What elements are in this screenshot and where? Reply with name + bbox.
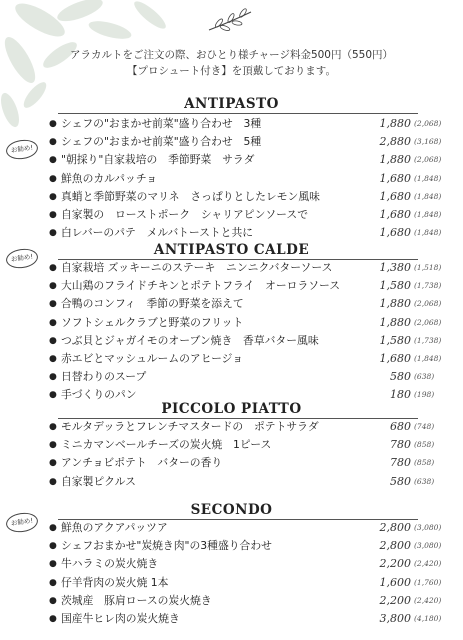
menu-list-antipasto [0, 115, 463, 242]
menu-item-price: 1,880 [379, 117, 411, 130]
menu-item-tax-included-price: (1,848) [414, 228, 442, 238]
menu-item [0, 332, 463, 350]
bullet-icon: ● [49, 209, 57, 220]
menu-item [0, 473, 463, 491]
menu-item-tax-included-price: (1,848) [414, 209, 442, 219]
bullet-icon: ● [49, 191, 57, 202]
bullet-icon: ● [49, 228, 57, 239]
menu-item-price: 2,200 [379, 593, 411, 607]
bullet-icon: ● [49, 440, 57, 451]
menu-item-name: ソフトシェルクラブと野菜のフリット [61, 315, 244, 329]
menu-item-tax-included-price: (1,760) [414, 577, 442, 587]
menu-item-name: 真蛸と季節野菜のマリネ さっぱりとしたレモン風味 [61, 189, 320, 203]
bullet-icon: ● [49, 541, 57, 552]
bullet-icon: ● [49, 559, 57, 570]
menu-item-name: ミニカマンベールチーズの炭火焼 1ピース [61, 438, 272, 452]
menu-item-price: 2,880 [379, 135, 411, 149]
menu-item-tax-included-price: (198) [414, 390, 435, 400]
bullet-icon: ● [49, 137, 57, 148]
menu-item-name: つぶ貝とジャガイモのオーブン焼き 香草バター風味 [61, 333, 319, 347]
bullet-icon: ● [49, 476, 57, 487]
menu-item-price: 3,800 [379, 611, 411, 625]
menu-item-tax-included-price: (1,518) [414, 263, 442, 272]
menu-item-tax-included-price: (2,068) [414, 155, 442, 165]
menu-item-name: 赤エビとマッシュルームのアヒージョ [61, 351, 244, 365]
menu-item [0, 259, 463, 277]
menu-item-price: 1,680 [379, 226, 411, 240]
menu-item-name: 自家製の ローストポーク シャリアピンソースで [61, 207, 309, 221]
bullet-icon: ● [49, 263, 57, 273]
menu-item-tax-included-price: (1,848) [414, 173, 442, 183]
menu-item-price: 1,880 [379, 315, 411, 329]
menu-item-price: 1,580 [379, 333, 411, 347]
menu-item-price: 1,680 [379, 171, 411, 185]
menu-item [0, 206, 463, 224]
menu-item-tax-included-price: (4,180) [414, 613, 442, 623]
section-title-antipasto-calde: ANTIPASTO CALDE [153, 242, 310, 258]
menu-item [0, 224, 463, 242]
menu-item [0, 314, 463, 332]
menu-item-price: 1,380 [379, 261, 411, 274]
charge-notice-line1: アラカルトをご注文の際、おひとり様チャージ料金500円（550円） [69, 49, 394, 61]
bullet-icon: ● [49, 299, 57, 310]
menu-list-secondo [0, 519, 463, 628]
menu-list-piccolo-piatto [0, 418, 463, 491]
olive-sprig-icon [205, 6, 255, 36]
menu-item-name: 鮮魚のカルパッチョ [61, 171, 158, 185]
menu-item-price: 780 [390, 456, 411, 470]
menu-item [0, 454, 463, 472]
menu-item [0, 368, 463, 386]
section-divider [58, 113, 418, 114]
menu-item-name: 手づくりのパン [61, 388, 137, 402]
menu-item-tax-included-price: (858) [414, 458, 435, 468]
menu-item [0, 418, 463, 436]
menu-item-price: 1,880 [379, 297, 411, 311]
menu-item-name: 日替わりのスープ [61, 370, 147, 384]
menu-item [0, 555, 463, 573]
menu-item [0, 350, 463, 368]
menu-item-name: 自家栽培 ズッキーニのステーキ ニンニクバターソース [61, 261, 333, 274]
menu-item [0, 151, 463, 169]
menu-item-price: 580 [390, 370, 411, 384]
menu-item-name: 仔羊背肉の炭火焼 1本 [61, 575, 169, 589]
menu-item [0, 295, 463, 313]
menu-item [0, 610, 463, 628]
menu-item-tax-included-price: (1,738) [414, 281, 442, 291]
bullet-icon: ● [49, 523, 57, 533]
menu-item [0, 436, 463, 454]
menu-item-tax-included-price: (2,068) [414, 299, 442, 309]
menu-item [0, 537, 463, 555]
menu-item-tax-included-price: (638) [414, 372, 435, 382]
charge-notice-line2: 【プロシュート付き】を頂戴しております。 [127, 65, 336, 77]
section-title-antipasto: ANTIPASTO [184, 96, 279, 112]
menu-item-name: モルタデッラとフレンチマスタードの ポテトサラダ [61, 420, 319, 433]
menu-item-tax-included-price: (2,068) [414, 317, 442, 327]
menu-item-name: シェフおまかせ"炭焼き肉"の3種盛り合わせ [61, 539, 272, 553]
menu-item-name: 国産牛ヒレ肉の炭火焼き [61, 611, 180, 625]
recommended-badge: お勧め! [5, 138, 39, 161]
menu-item-name: アンチョビポテト バターの香り [61, 456, 223, 470]
menu-item-price: 1,680 [379, 207, 411, 221]
menu-item-price: 780 [390, 438, 411, 452]
menu-item-name: シェフの"おまかせ前菜"盛り合わせ 5種 [61, 135, 262, 149]
bullet-icon: ● [49, 390, 57, 401]
menu-item-name: 鮮魚のアクアパッツア [61, 521, 168, 534]
recommended-badge: お勧め! [5, 247, 39, 270]
menu-item-name: シェフの"おまかせ前菜"盛り合わせ 3種 [61, 117, 262, 130]
menu-list-antipasto-calde [0, 259, 463, 405]
menu-item-name: 大山鶏のフライドチキンとポテトフライ オーロラソース [61, 279, 341, 293]
menu-item-price: 1,880 [379, 153, 411, 167]
bullet-icon: ● [49, 372, 57, 383]
bullet-icon: ● [49, 353, 57, 364]
menu-item [0, 188, 463, 206]
menu-item [0, 115, 463, 133]
bullet-icon: ● [49, 119, 57, 129]
menu-item-price: 2,200 [379, 557, 411, 571]
recommended-badge: お勧め! [5, 511, 39, 534]
menu-item-name: 合鴨のコンフィ 季節の野菜を添えて [61, 297, 244, 311]
menu-item [0, 592, 463, 610]
menu-item [0, 170, 463, 188]
menu-item-tax-included-price: (3,080) [414, 541, 442, 551]
menu-item [0, 133, 463, 151]
menu-item-price: 1,680 [379, 189, 411, 203]
menu-item [0, 277, 463, 295]
menu-item-price: 680 [390, 420, 411, 433]
menu-item-price: 2,800 [379, 539, 411, 553]
menu-item-price: 2,800 [379, 521, 411, 534]
menu-item-price: 580 [390, 474, 411, 488]
bullet-icon: ● [49, 281, 57, 292]
menu-item-tax-included-price: (2,068) [414, 119, 442, 128]
menu-item-price: 1,600 [379, 575, 411, 589]
bullet-icon: ● [49, 577, 57, 588]
section-title-piccolo-piatto: PICCOLO PIATTO [161, 401, 302, 417]
bullet-icon: ● [49, 335, 57, 346]
bullet-icon: ● [49, 173, 57, 184]
menu-item-price: 1,580 [379, 279, 411, 293]
menu-item-name: 牛ハラミの炭火焼き [61, 557, 159, 571]
menu-item-tax-included-price: (1,848) [414, 191, 442, 201]
menu-item-tax-included-price: (3,168) [414, 137, 442, 147]
menu-item-tax-included-price: (2,420) [414, 595, 442, 605]
menu-item [0, 519, 463, 537]
bullet-icon: ● [49, 317, 57, 328]
bullet-icon: ● [49, 155, 57, 166]
bullet-icon: ● [49, 613, 57, 624]
menu-item-price: 1,680 [379, 351, 411, 365]
menu-item-name: 自家製ピクルス [61, 474, 136, 488]
menu-item-tax-included-price: (3,080) [414, 523, 442, 532]
menu-item-tax-included-price: (638) [414, 476, 435, 486]
menu-item [0, 574, 463, 592]
menu-item-tax-included-price: (858) [414, 440, 435, 450]
menu-item-name: 茨城産 豚肩ロースの炭火焼き [61, 593, 212, 607]
bullet-icon: ● [49, 422, 57, 432]
bullet-icon: ● [49, 595, 57, 606]
menu-item-tax-included-price: (2,420) [414, 559, 442, 569]
menu-item-name: "朝採り"自家栽培の 季節野菜 サラダ [61, 153, 255, 167]
menu-item-tax-included-price: (1,738) [414, 335, 442, 345]
menu-item-name: 白レバーのパテ メルバトーストと共に [61, 226, 254, 240]
menu-item-tax-included-price: (1,848) [414, 353, 442, 363]
bullet-icon: ● [49, 458, 57, 469]
charge-notice [0, 47, 463, 79]
section-title-secondo: SECONDO [190, 502, 273, 518]
menu-item-price: 180 [390, 388, 411, 402]
menu-item-tax-included-price: (748) [414, 422, 435, 431]
